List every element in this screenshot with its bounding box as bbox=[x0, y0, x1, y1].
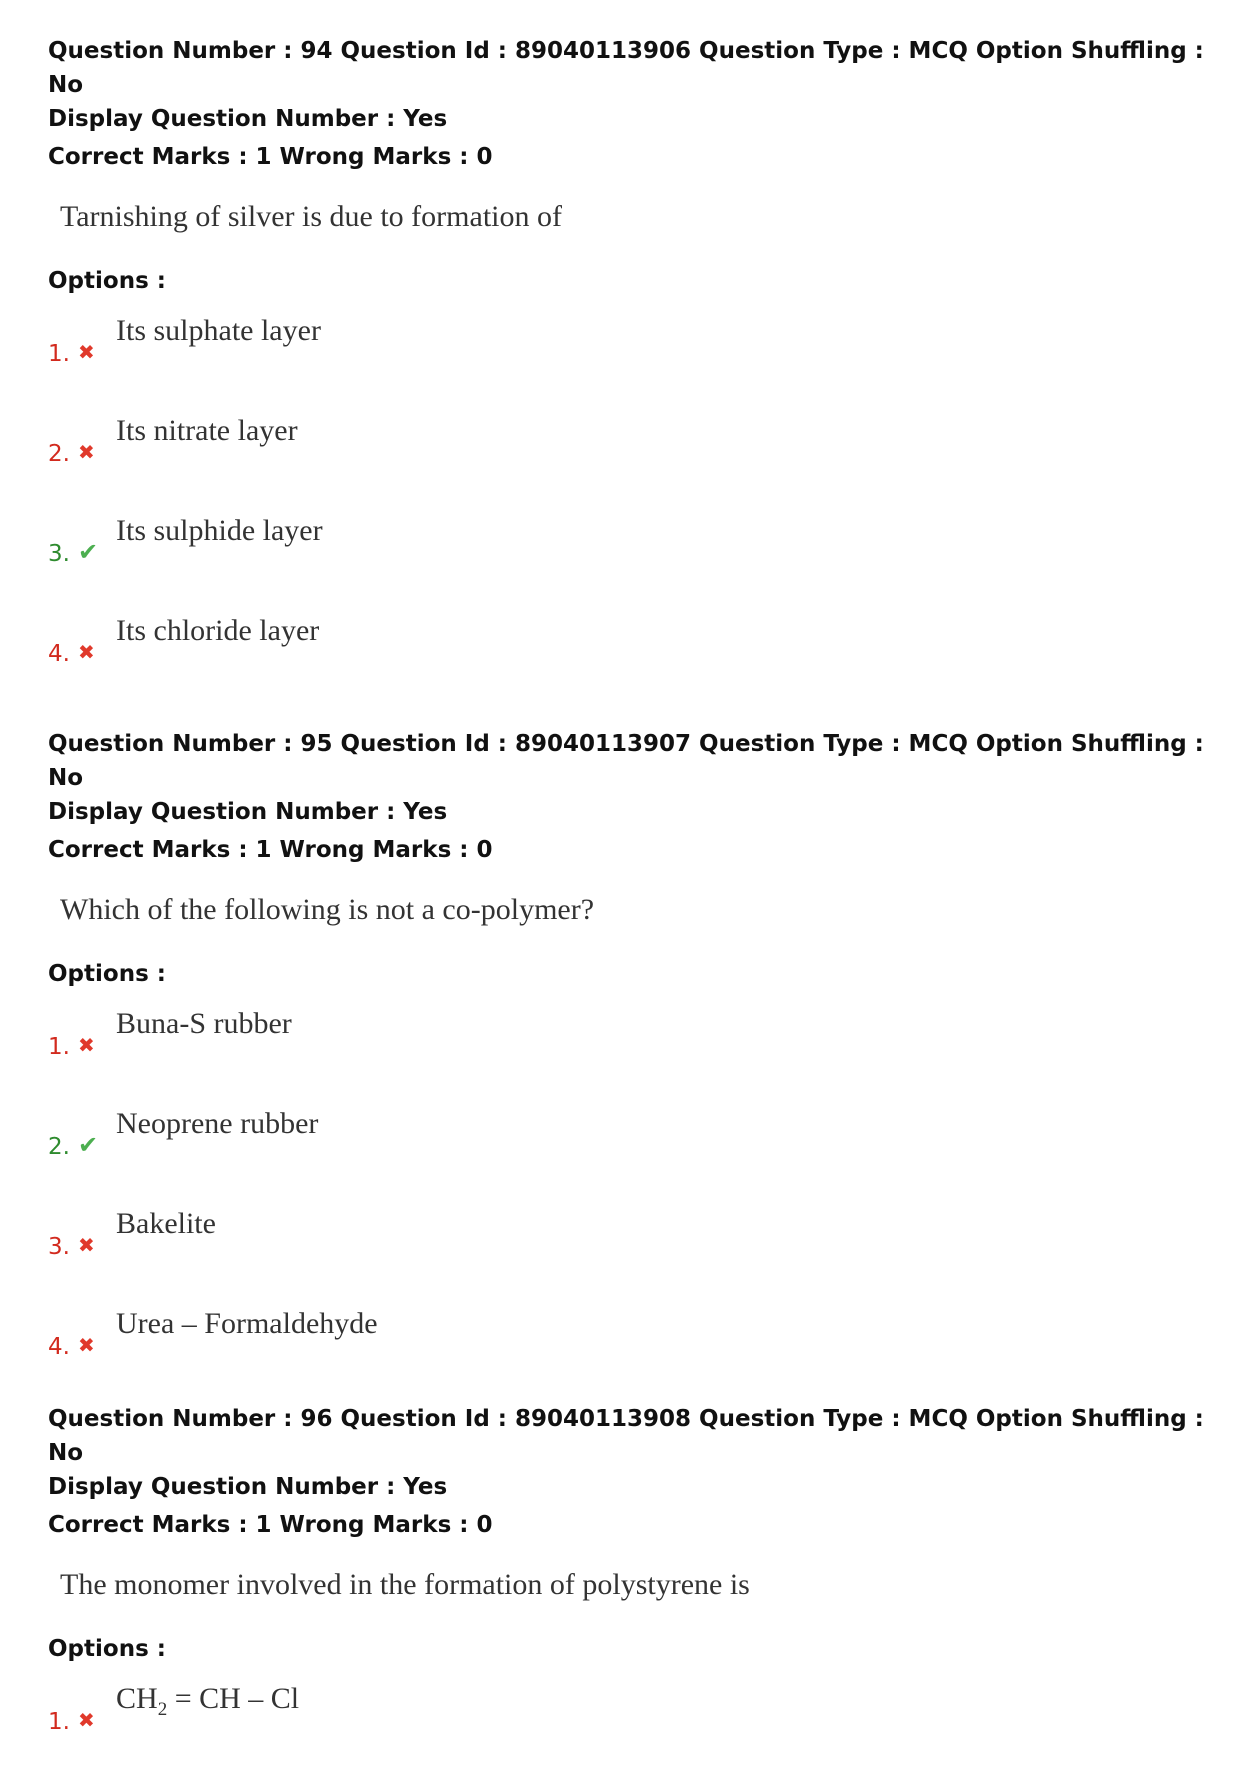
check-icon: ✔ bbox=[78, 538, 99, 566]
option-number: 4. bbox=[48, 641, 70, 667]
options-label: Options : bbox=[48, 1636, 166, 1662]
question-96 bbox=[48, 1402, 1208, 1780]
question-header-line1: Question Number : 95 Question Id : 89040113907 Question Type : MCQ Option Shuffling : No bbox=[48, 731, 1204, 791]
question-header-line2: Display Question Number : Yes bbox=[48, 1474, 448, 1500]
formula-subscript: 2 bbox=[157, 1699, 168, 1720]
check-icon: ✔ bbox=[78, 1131, 99, 1159]
question-94 bbox=[48, 34, 1208, 712]
option-item bbox=[48, 1105, 1208, 1205]
option-text bbox=[116, 1680, 299, 1729]
question-marks: Correct Marks : 1 Wrong Marks : 0 bbox=[48, 1512, 493, 1538]
options-label: Options : bbox=[48, 268, 166, 294]
option-text: Its sulphide layer bbox=[116, 514, 323, 547]
option-number: 3. bbox=[48, 541, 70, 567]
question-header-line1: Question Number : 94 Question Id : 89040113906 Question Type : MCQ Option Shuffling : No bbox=[48, 38, 1204, 98]
question-header-line1: Question Number : 96 Question Id : 89040113908 Question Type : MCQ Option Shuffling : No bbox=[48, 1406, 1204, 1466]
option-text: Neoprene rubber bbox=[116, 1107, 319, 1140]
option-item bbox=[48, 1005, 1208, 1105]
formula-part: CH bbox=[116, 1682, 158, 1715]
question-text: Tarnishing of silver is due to formation of bbox=[60, 200, 562, 233]
option-number: 1. bbox=[48, 341, 70, 367]
option-number: 4. bbox=[48, 1334, 70, 1360]
options-label: Options : bbox=[48, 961, 166, 987]
cross-icon: ✖ bbox=[78, 1233, 95, 1257]
option-text: Its chloride layer bbox=[116, 614, 320, 647]
option-item bbox=[48, 612, 1208, 712]
question-marks: Correct Marks : 1 Wrong Marks : 0 bbox=[48, 837, 493, 863]
option-number: 1. bbox=[48, 1709, 70, 1735]
cross-icon: ✖ bbox=[78, 440, 95, 464]
question-header bbox=[48, 727, 1208, 829]
option-text: Urea – Formaldehyde bbox=[116, 1307, 378, 1340]
option-item bbox=[48, 412, 1208, 512]
option-number: 2. bbox=[48, 1134, 70, 1160]
question-header-line2: Display Question Number : Yes bbox=[48, 799, 448, 825]
cross-icon: ✖ bbox=[78, 1033, 95, 1057]
option-item bbox=[48, 1205, 1208, 1305]
formula-part: = CH – Cl bbox=[167, 1682, 300, 1715]
option-item bbox=[48, 1680, 1208, 1780]
question-95 bbox=[48, 727, 1208, 1405]
option-number: 2. bbox=[48, 441, 70, 467]
option-number: 3. bbox=[48, 1234, 70, 1260]
cross-icon: ✖ bbox=[78, 1708, 95, 1732]
question-text: Which of the following is not a co-polymer? bbox=[60, 893, 595, 926]
option-text: Buna-S rubber bbox=[116, 1007, 292, 1040]
question-header-line2: Display Question Number : Yes bbox=[48, 106, 448, 132]
option-item bbox=[48, 1305, 1208, 1405]
question-header bbox=[48, 34, 1208, 136]
option-text: Its sulphate layer bbox=[116, 314, 321, 347]
option-text: Its nitrate layer bbox=[116, 414, 298, 447]
option-item bbox=[48, 312, 1208, 412]
cross-icon: ✖ bbox=[78, 1333, 95, 1357]
cross-icon: ✖ bbox=[78, 340, 95, 364]
question-marks: Correct Marks : 1 Wrong Marks : 0 bbox=[48, 144, 493, 170]
cross-icon: ✖ bbox=[78, 640, 95, 664]
question-text: The monomer involved in the formation of polystyrene is bbox=[60, 1568, 750, 1601]
question-header bbox=[48, 1402, 1208, 1504]
option-item bbox=[48, 512, 1208, 612]
option-number: 1. bbox=[48, 1034, 70, 1060]
option-text: Bakelite bbox=[116, 1207, 216, 1240]
